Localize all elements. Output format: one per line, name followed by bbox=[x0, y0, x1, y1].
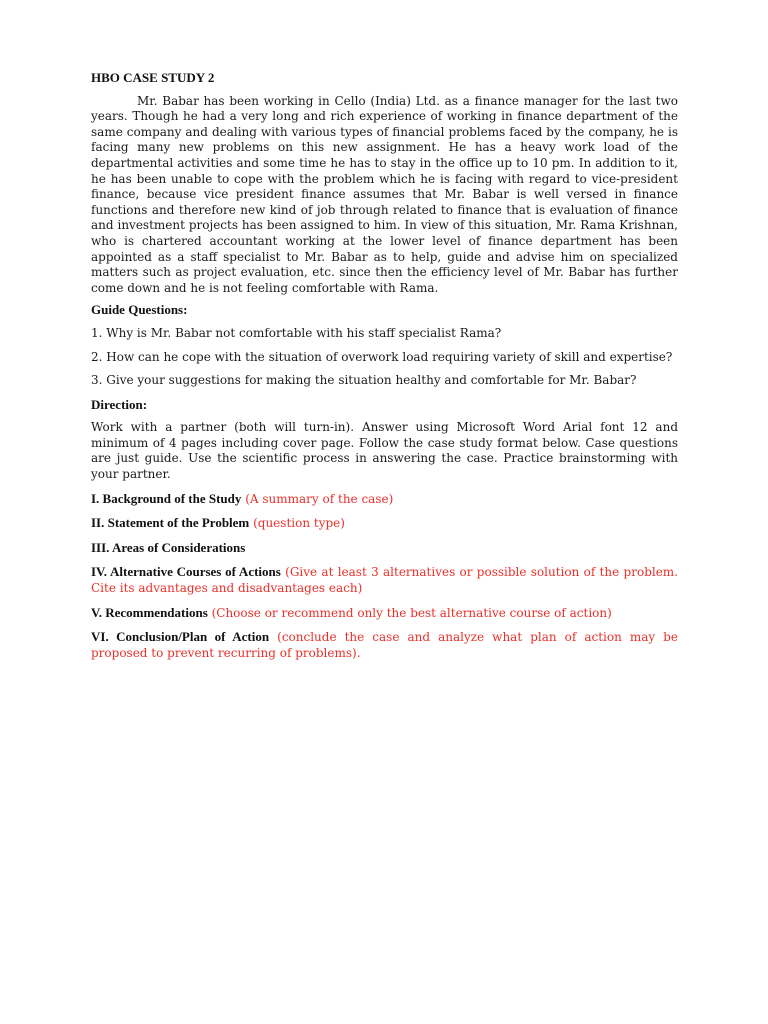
section-label: II. Statement of the Problem bbox=[91, 515, 250, 531]
section-note: (conclude the case and analyze what plan of action may be proposed to prevent recurring of problems). bbox=[91, 630, 678, 660]
section-background bbox=[91, 491, 678, 508]
document-title: HBO CASE STUDY 2 bbox=[91, 70, 215, 85]
section-label: I. Background of the Study bbox=[91, 490, 242, 506]
document-content bbox=[91, 70, 678, 669]
section-note: (Give at least 3 alternatives or possible solution of the problem. Cite its advantages and disadvantages each) bbox=[91, 565, 679, 596]
section-considerations bbox=[91, 540, 678, 557]
section-problem bbox=[91, 515, 678, 532]
section-note: (A summary of the case) bbox=[245, 491, 394, 506]
section-label: IV. Alternative Courses of Actions bbox=[91, 564, 281, 580]
direction-heading: Direction: bbox=[91, 396, 148, 412]
section-recommendations bbox=[91, 605, 678, 622]
direction-paragraph: Work with a partner (both will turn-in). Answer using Microsoft Word Arial font 12 and minimum of 4 pages including cover page. Follow the case study format below. Case questions are just guide. Use the scientific process in answering the case. Practice brainstorming with your partner. bbox=[91, 420, 678, 482]
section-alternatives bbox=[91, 564, 678, 596]
section-note: (Choose or recommend only the best alternative course of action) bbox=[211, 605, 612, 620]
case-paragraph: Mr. Babar has been working in Cello (India) Ltd. as a finance manager for the last two years. Though he had a very long and rich experience of working in finance department of the same company and dealing with various types of financial problems faced by the company, he is facing many new problems on this new assignment. He has a heavy work load of the departmental activities and some time he has to stay in the office up to 10 pm. In addition to it, he has been unable to cope with the problem which he is facing with regard to vice-president finance, because vice president finance assumes that Mr. Babar is well versed in finance functions and therefore new kind of job through related to finance that is evaluation of finance and investment projects has been assigned to him. In view of this situation, Mr. Rama Krishnan, who is chartered accountant working at the lower level of finance department has been appointed as a staff specialist to Mr. Babar as to help, guide and advise him on specialized matters such as project evaluation, etc. since then the efficiency level of Mr. Babar has further come down and he is not feeling comfortable with Rama. bbox=[91, 93, 678, 295]
section-note: (question type) bbox=[253, 516, 345, 531]
question-item: 2. How can he cope with the situation of overwork load requiring variety of skill and expertise? bbox=[91, 349, 673, 364]
section-label: VI. Conclusion/Plan of Action bbox=[91, 629, 270, 645]
section-label: III. Areas of Considerations bbox=[91, 539, 246, 555]
guide-questions-heading: Guide Questions: bbox=[91, 302, 188, 318]
question-item: 1. Why is Mr. Babar not comfortable with his staff specialist Rama? bbox=[91, 325, 502, 340]
question-item: 3. Give your suggestions for making the situation healthy and comfortable for Mr. Babar? bbox=[91, 373, 637, 388]
section-conclusion bbox=[91, 629, 678, 661]
section-label: V. Recommendations bbox=[91, 604, 208, 620]
